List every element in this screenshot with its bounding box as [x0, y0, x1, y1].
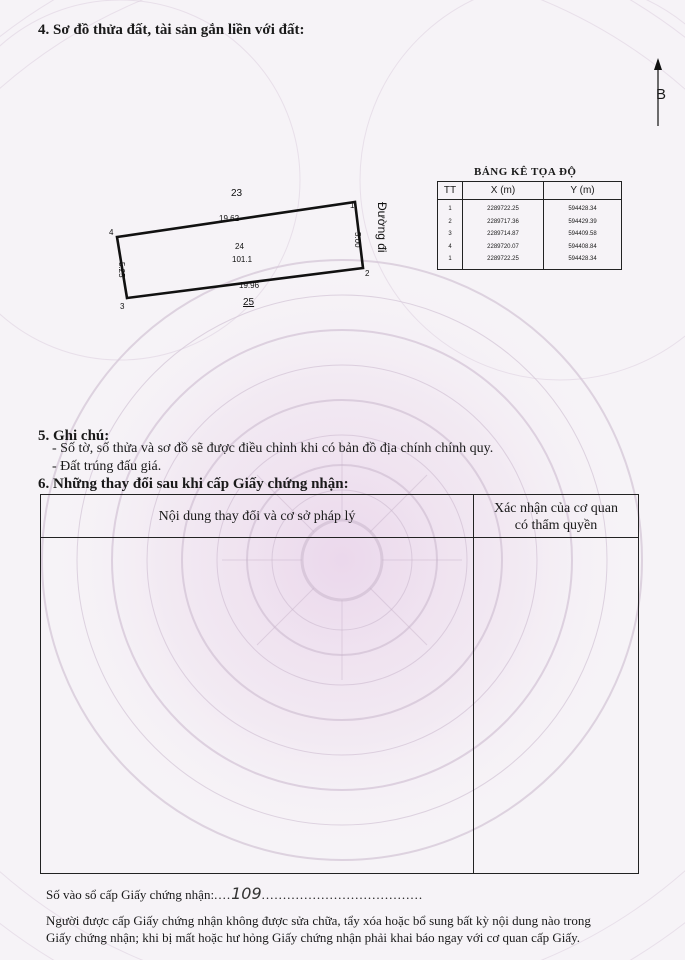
vertex-label: 4: [109, 228, 114, 237]
note-line: - Đất trúng đấu giá.: [52, 459, 162, 474]
table-cell: 1: [438, 253, 463, 269]
register-number: 109: [231, 884, 262, 903]
table-row: [438, 200, 622, 216]
column-header: X (m): [463, 182, 544, 200]
vertex-label: 3: [120, 302, 125, 311]
table-cell: 594428.34: [544, 200, 622, 216]
confirmation-column-header: [474, 500, 638, 534]
table-cell: 1: [438, 200, 463, 216]
changes-table: [40, 494, 639, 874]
table-cell: 594429.39: [544, 216, 622, 229]
vertex-label: 1: [350, 201, 355, 210]
parcel-area: 101.1: [232, 255, 253, 264]
neighbor-parcel-top: 23: [231, 188, 243, 199]
north-label: B: [656, 86, 667, 103]
table-cell: 2289722.25: [463, 200, 544, 216]
changes-column-header: Nội dung thay đổi và cơ sở pháp lý: [158, 509, 356, 524]
column-header: TT: [438, 182, 463, 200]
table-cell: 594428.34: [544, 253, 622, 269]
edge-top-length: 19.62: [219, 214, 240, 223]
table-row: [438, 216, 622, 229]
warning-line: Người được cấp Giấy chứng nhận không được sửa chữa, tẩy xóa hoặc bổ sung bất kỳ nội dung nào trong: [46, 913, 591, 928]
table-cell: 2: [438, 216, 463, 229]
table-cell: 2289720.07: [463, 241, 544, 254]
coordinate-table-title: BẢNG KÊ TỌA ĐỘ: [474, 166, 577, 178]
table-cell: 2289717.36: [463, 216, 544, 229]
confirmation-header-line: Xác nhận của cơ quan: [493, 501, 618, 516]
coordinate-table: [437, 181, 622, 270]
edge-bottom-length: 19.96: [239, 281, 260, 290]
table-row: [438, 241, 622, 254]
register-label: Số vào sổ cấp Giấy chứng nhận:: [46, 887, 215, 902]
edge-left-length: 5.25: [117, 262, 126, 278]
vertex-label: 2: [365, 269, 370, 278]
table-cell: 4: [438, 241, 463, 254]
confirmation-header-line: có thẩm quyền: [514, 518, 598, 533]
note-line: - Số tờ, số thửa và sơ đồ sẽ được điều chỉnh khi có bản đồ địa chính chính quy.: [52, 441, 494, 456]
table-cell: 594409.58: [544, 228, 622, 241]
section-6-title: 6. Những thay đổi sau khi cấp Giấy chứng nhận:: [38, 476, 349, 492]
warning-line: Giấy chứng nhận; khi bị mất hoặc hư hỏng Giấy chứng nhận phải khai báo ngay với cơ quan cấp Giấy.: [46, 930, 581, 945]
table-row: [438, 228, 622, 241]
table-cell: 2289714.87: [463, 228, 544, 241]
edge-right-length: 5.00: [353, 232, 362, 248]
column-header: Y (m): [544, 182, 622, 200]
section-4-title: 4. Sơ đồ thửa đất, tài sản gắn liền với đất:: [38, 22, 305, 38]
register-number-row: Số vào sổ cấp Giấy chứng nhận:....109......................................: [46, 884, 424, 903]
parcel-diagram: [95, 180, 395, 315]
table-row: [438, 253, 622, 269]
header-divider: [41, 537, 638, 538]
parcel-number: 24: [235, 242, 244, 251]
road-label: Đường đi: [375, 202, 389, 253]
section-5-title: 5. Ghi chú:: [38, 428, 110, 444]
table-cell: 3: [438, 228, 463, 241]
neighbor-parcel-bottom: 25: [243, 297, 255, 308]
table-cell: 594408.84: [544, 241, 622, 254]
table-cell: 2289722.25: [463, 253, 544, 269]
column-divider: [473, 495, 474, 873]
